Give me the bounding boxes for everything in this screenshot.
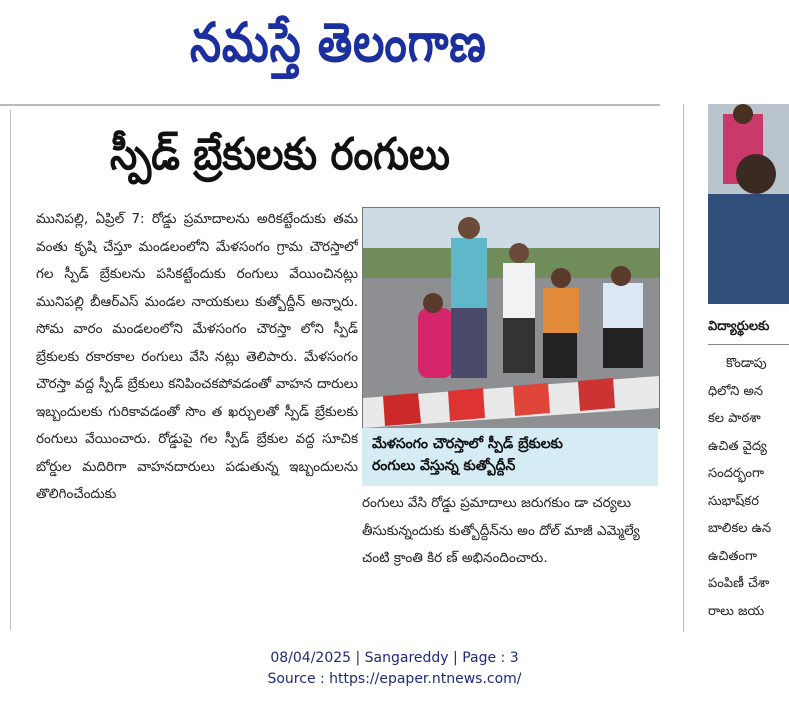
- side-divider: [708, 344, 789, 345]
- top-rule: [0, 104, 660, 106]
- photo-caption: [362, 428, 658, 486]
- photo-caption-line: మేళసంగం చౌరస్తాలో స్పీడ్ బ్రేకులకు: [372, 436, 563, 452]
- side-text-line: కల పాఠశా: [708, 411, 761, 426]
- road-photo-illustration: [363, 208, 659, 428]
- side-article-text: [708, 350, 789, 630]
- footer-date-line: 08/04/2025 | Sangareddy | Page : 3: [270, 650, 519, 666]
- cut-off-glyphs: [88, 629, 648, 634]
- side-article-caption: విద్యార్థులకు: [708, 319, 770, 334]
- source-footer: [0, 648, 789, 690]
- newspaper-logo: నమస్తే తెలంగాణ: [190, 11, 487, 74]
- side-photo-illustration: [708, 104, 789, 304]
- side-text-line: పంపిణీ చేశా: [708, 576, 770, 591]
- article-headline: స్పీడ్ బ్రేకులకు రంగులు: [110, 129, 450, 180]
- article-photo: [362, 207, 660, 429]
- side-text-line: ఉచితంగా: [708, 548, 758, 564]
- photo-caption-line: రంగులు వేస్తున్న కుత్బోద్దీన్: [372, 458, 516, 474]
- article-body-left: మునిపల్లి, ఏప్రిల్ 7: రోడ్డు ప్రమాదాలను అరికట్టేందుకు తమ వంతు కృషి చేస్తూ మండలంలోని మేళసంగం గ్రామ చౌరస్తాలో గల స్పీడ్ బ్రేకులను పసికట్టేందుకు రంగులు వేయించినట్లు మునిపల్లి బీఆర్ఎస్ మండల నాయకులు కుత్బోద్దీన్ అన్నారు. సోమ వారం మండలంలోని మేళసంగం చౌరస్తా లోని స్పీడ్ బ్రేకులకు రకారకాల రంగులు వేసి నట్లు తెలిపారు. మేళసంగం చౌరస్తా వద్ద స్పీడ్ బ్రేకులు కనిపించకపోవడంతో వాహన దారులు ఇబ్బందులకు గురికావడంతో సొం త ఖర్చులతో స్పీడ్ బ్రేకులకు రంగులు వేయించారు. రోడ్డుపై గల స్పీడ్ బ్రేకుల వద్ద సూచిక బోర్డుల మదిరిగా వాహనదారులు పడుతున్న ఇబ్బందులను తొలిగించేందుకు: [36, 211, 358, 502]
- side-text-line: రాలు జయ: [708, 603, 765, 619]
- cut-off-text-edge: [88, 624, 648, 634]
- masthead: [0, 0, 789, 100]
- article-body-mid: రంగులు వేసి రోడ్డు ప్రమాదాలు జరుగకుం డా చర్యలు తీసుకున్నందుకు కుత్బోద్దీన్‌ను అం దోల్ మాజీ ఎమ్మెల్యే చంటి క్రాంతి కిర ణ్ అభినందించారు.: [362, 495, 640, 566]
- side-text-line: సుభాష్‌కర: [708, 493, 759, 509]
- right-column-rule: [683, 104, 684, 632]
- side-text-line: కొండాపు: [726, 356, 767, 371]
- side-text-line: ఉచిత వైద్య: [708, 438, 767, 454]
- side-text-line: సందర్భంగా: [708, 466, 764, 481]
- side-article-photo: [708, 104, 789, 304]
- left-column-rule: [10, 110, 11, 630]
- footer-source-line[interactable]: Source : https://epaper.ntnews.com/: [267, 671, 522, 687]
- side-text-line: బాలికల ఉన: [708, 521, 772, 536]
- side-text-line: ధిలోని అన: [708, 383, 764, 399]
